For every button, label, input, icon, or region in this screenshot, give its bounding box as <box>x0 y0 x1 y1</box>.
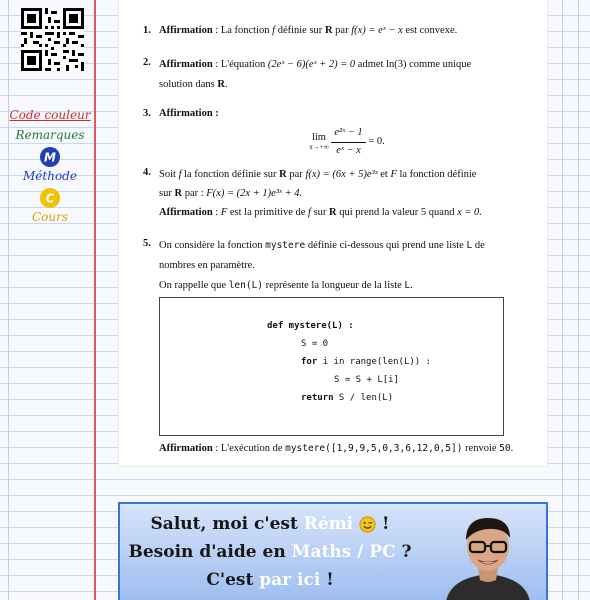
limit-operator <box>309 132 328 151</box>
math-expression: f(x) = eˣ − x <box>351 25 403 36</box>
legend-methode: Méthode <box>23 169 77 183</box>
banner-line-2 <box>120 542 420 562</box>
math-symbol: R <box>279 169 287 180</box>
code-identifier: mystere <box>265 240 306 251</box>
affirmation-label: Affirmation <box>159 25 213 36</box>
question-5-affirmation <box>143 441 535 457</box>
question-text: nombres en paramètre. <box>159 260 255 271</box>
methode-badge-letter: M <box>44 150 56 165</box>
question-number: 2. <box>143 57 151 68</box>
grid-vertical-line <box>578 0 579 600</box>
code-value: 50 <box>499 443 511 454</box>
code-line <box>301 335 328 353</box>
question-text: par <box>286 169 306 180</box>
code-text: S / len(L) <box>333 393 394 403</box>
question-number: 4. <box>143 167 151 178</box>
code-line <box>301 353 431 371</box>
code-text: mystere(L) : <box>283 321 354 331</box>
question-text: : L'exécution de <box>212 443 286 454</box>
question-text: la fonction définie sur <box>181 169 280 180</box>
question-1 <box>143 23 535 39</box>
question-5 <box>143 236 535 296</box>
question-text: définie sur <box>275 25 325 36</box>
question-text: est convexe. <box>402 25 458 36</box>
banner-highlight: Maths / PC <box>291 542 396 562</box>
code-identifier: L <box>404 280 411 291</box>
fraction-numerator: e²ˣ − 1 <box>331 125 365 142</box>
banner-link[interactable]: par ici <box>259 570 321 590</box>
question-2 <box>143 55 535 95</box>
limit-formula <box>159 125 535 159</box>
affirmation-label: Affirmation <box>159 207 213 218</box>
qr-code-icon[interactable] <box>21 8 84 71</box>
promo-banner[interactable] <box>118 502 548 600</box>
question-text: admet ln(3) comme unique <box>355 59 472 70</box>
math-symbol: F <box>220 207 228 218</box>
question-text: définie ci-dessous qui prend une liste <box>305 240 467 251</box>
code-text: S = S + L[i] <box>334 375 400 385</box>
math-symbol: R <box>324 25 333 36</box>
banner-text: ! <box>320 570 334 590</box>
math-symbol: R <box>329 207 337 218</box>
person-avatar-icon <box>438 508 538 600</box>
question-number: 5. <box>143 238 151 249</box>
code-text: S = 0 <box>301 339 329 349</box>
affirmation-label: Affirmation <box>159 443 213 454</box>
question-text: est la primitive de <box>227 207 309 218</box>
code-line <box>301 389 393 407</box>
question-text: . <box>224 79 228 90</box>
question-text: : La fonction <box>212 25 273 36</box>
banner-text: ! <box>376 514 390 534</box>
banner-text: C'est <box>206 570 260 590</box>
question-number: 1. <box>143 25 151 36</box>
legend-title: Code couleur <box>9 108 91 122</box>
limit-fraction <box>331 125 365 159</box>
methode-badge-icon <box>39 146 61 168</box>
affirmation-label: Affirmation <box>159 59 213 70</box>
question-text: solution dans <box>159 79 218 90</box>
grid-vertical-line <box>562 0 563 600</box>
legend-cours: Cours <box>31 210 69 224</box>
math-expression: f(x) = (6x + 5)e³ˣ <box>305 169 378 180</box>
question-text: On considère la fonction <box>159 240 266 251</box>
question-number: 3. <box>143 108 151 119</box>
math-expression: (2eˣ − 6)(eˣ + 2) = 0 <box>267 59 356 70</box>
banner-text: ? <box>395 542 412 562</box>
math-expression: x = 0. <box>457 207 482 218</box>
math-symbol: f <box>308 207 311 218</box>
math-expression: F(x) = (2x + 1)e³ˣ + 4. <box>206 188 303 199</box>
cours-badge-letter: C <box>45 191 55 206</box>
banner-text: Besoin d'aide en <box>128 542 292 562</box>
math-symbol: f <box>272 25 276 36</box>
banner-name: Rémi <box>303 514 354 534</box>
question-4 <box>143 165 535 222</box>
banner-line-1 <box>120 514 420 534</box>
python-code-block <box>159 297 504 436</box>
question-text: Soit <box>159 169 179 180</box>
code-text: i in range(len(L)) : <box>317 357 432 367</box>
question-3 <box>143 106 535 159</box>
code-identifier: L <box>466 240 473 251</box>
question-text: renvoie <box>462 443 500 454</box>
notebook-margin-line <box>94 0 96 600</box>
winking-smiley-icon <box>359 516 376 533</box>
color-code-legend <box>8 108 92 224</box>
question-text: . <box>510 443 514 454</box>
code-call: mystere([1,9,9,5,0,3,6,12,0,5]) <box>285 443 463 454</box>
question-text: représente la longueur de la liste <box>263 280 405 291</box>
question-text: . <box>410 280 413 291</box>
grid-vertical-line <box>8 0 9 600</box>
limit-subscript: x→+∞ <box>309 142 329 151</box>
exercise-sheet <box>118 0 548 467</box>
math-symbol: F <box>390 169 397 180</box>
code-line <box>334 371 399 389</box>
limit-result: = 0. <box>368 136 385 148</box>
banner-text: Salut, moi c'est <box>150 514 304 534</box>
question-text: par <box>332 25 352 36</box>
banner-line-3[interactable] <box>120 570 420 590</box>
question-text: On rappelle que <box>159 280 229 291</box>
code-keyword: return <box>301 393 334 403</box>
legend-remarques: Remarques <box>15 128 85 142</box>
question-text: de <box>472 240 485 251</box>
code-keyword: def <box>267 321 284 331</box>
question-text: par : <box>182 188 207 199</box>
question-text: : L'équation <box>212 59 268 70</box>
fraction-denominator: eˣ − x <box>336 144 361 156</box>
code-identifier: len(L) <box>228 280 264 291</box>
math-symbol: R <box>174 188 183 199</box>
affirmation-label: Affirmation : <box>159 108 219 119</box>
limit-word: lim <box>311 132 326 144</box>
question-text: sur <box>310 207 330 218</box>
cours-badge-icon <box>39 187 61 209</box>
code-keyword: for <box>301 357 318 367</box>
question-text: : <box>212 207 221 218</box>
math-symbol: R <box>217 79 225 90</box>
question-text: qui prend la valeur 5 quand <box>336 207 458 218</box>
code-line <box>267 317 354 335</box>
question-text: la fonction définie <box>396 169 477 180</box>
math-symbol: f <box>178 169 182 180</box>
question-text: et <box>377 169 391 180</box>
question-text: sur <box>159 188 175 199</box>
